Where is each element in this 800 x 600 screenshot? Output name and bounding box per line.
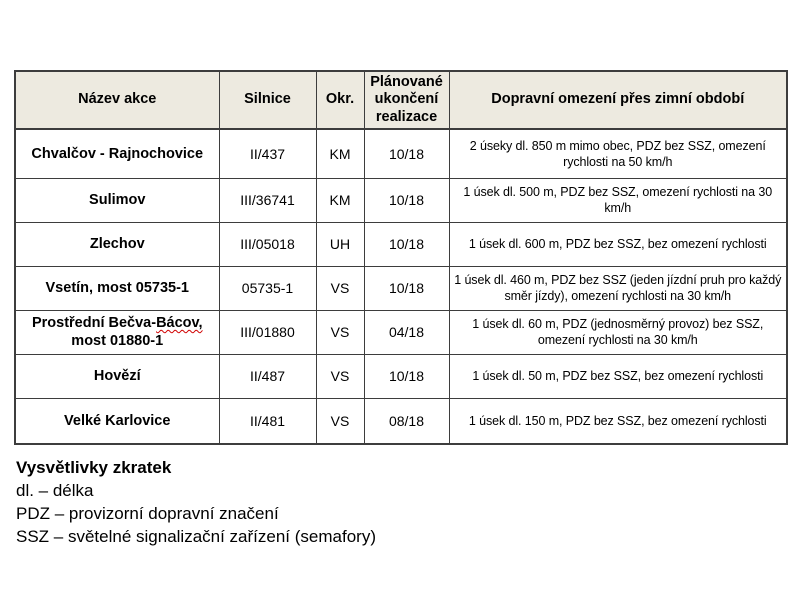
cell-silnice: II/437 (219, 129, 316, 178)
cell-dopravni-omezeni: 1 úsek dl. 150 m, PDZ bez SSZ, bez omezení rychlosti (449, 398, 787, 444)
cell-planovane-ukonceni: 10/18 (364, 354, 449, 398)
legend-title: Vysvětlivky zkratek (16, 458, 172, 477)
name-text-line2: most 01880-1 (71, 333, 164, 350)
col-header-nazev-akce: Název akce (15, 71, 219, 129)
cell-dopravni-omezeni: 2 úseky dl. 850 m mimo obec, PDZ bez SSZ, omezení rychlosti na 50 km/h (449, 129, 787, 178)
cell-silnice: III/36741 (219, 178, 316, 222)
misspelled-word: Bácov, (156, 315, 203, 332)
cell-silnice: 05735-1 (219, 266, 316, 310)
table-row (15, 222, 787, 266)
table-header-row (15, 71, 787, 129)
cell-silnice: III/05018 (219, 222, 316, 266)
cell-okres: UH (316, 222, 364, 266)
col-header-dopravni-omezeni: Dopravní omezení přes zimní období (449, 71, 787, 129)
cell-nazev-akce: Hovězí (15, 354, 219, 398)
cell-okres: VS (316, 354, 364, 398)
cell-planovane-ukonceni: 10/18 (364, 266, 449, 310)
cell-planovane-ukonceni: 04/18 (364, 310, 449, 354)
cell-silnice: III/01880 (219, 310, 316, 354)
legend-item-pdz: PDZ – provizorní dopravní značení (16, 504, 279, 523)
cell-okres: VS (316, 266, 364, 310)
cell-okres: KM (316, 178, 364, 222)
cell-okres: KM (316, 129, 364, 178)
cell-planovane-ukonceni: 10/18 (364, 178, 449, 222)
cell-dopravni-omezeni: 1 úsek dl. 50 m, PDZ bez SSZ, bez omezení rychlosti (449, 354, 787, 398)
legend-item-dl: dl. – délka (16, 481, 94, 500)
cell-dopravni-omezeni: 1 úsek dl. 600 m, PDZ bez SSZ, bez omezení rychlosti (449, 222, 787, 266)
cell-dopravni-omezeni: 1 úsek dl. 500 m, PDZ bez SSZ, omezení rychlosti na 30 km/h (449, 178, 787, 222)
table-row (15, 398, 787, 444)
table-row (15, 266, 787, 310)
col-header-okres: Okr. (316, 71, 364, 129)
cell-dopravni-omezeni: 1 úsek dl. 60 m, PDZ (jednosměrný provoz) bez SSZ, omezení rychlosti na 30 km/h (449, 310, 787, 354)
table-row (15, 178, 787, 222)
cell-silnice: II/481 (219, 398, 316, 444)
cell-nazev-akce (15, 310, 219, 354)
cell-nazev-akce: Chvalčov - Rajnochovice (15, 129, 219, 178)
table-row (15, 354, 787, 398)
cell-silnice: II/487 (219, 354, 316, 398)
table-row (15, 129, 787, 178)
col-header-silnice: Silnice (219, 71, 316, 129)
cell-planovane-ukonceni: 08/18 (364, 398, 449, 444)
col-header-planovane-ukonceni: Plánované ukončení realizace (364, 71, 449, 129)
traffic-restrictions-table (14, 70, 788, 445)
cell-okres: VS (316, 398, 364, 444)
name-text: Prostřední Bečva- (31, 315, 157, 332)
legend (16, 456, 376, 548)
cell-okres: VS (316, 310, 364, 354)
cell-nazev-akce: Vsetín, most 05735-1 (15, 266, 219, 310)
cell-nazev-akce: Zlechov (15, 222, 219, 266)
cell-dopravni-omezeni: 1 úsek dl. 460 m, PDZ bez SSZ (jeden jízdní pruh pro každý směr jízdy), omezení rychlosti na 30 km/h (449, 266, 787, 310)
cell-planovane-ukonceni: 10/18 (364, 129, 449, 178)
cell-nazev-akce: Sulimov (15, 178, 219, 222)
cell-planovane-ukonceni: 10/18 (364, 222, 449, 266)
legend-item-ssz: SSZ – světelné signalizační zařízení (semafory) (16, 527, 376, 546)
table-row (15, 310, 787, 354)
cell-nazev-akce: Velké Karlovice (15, 398, 219, 444)
